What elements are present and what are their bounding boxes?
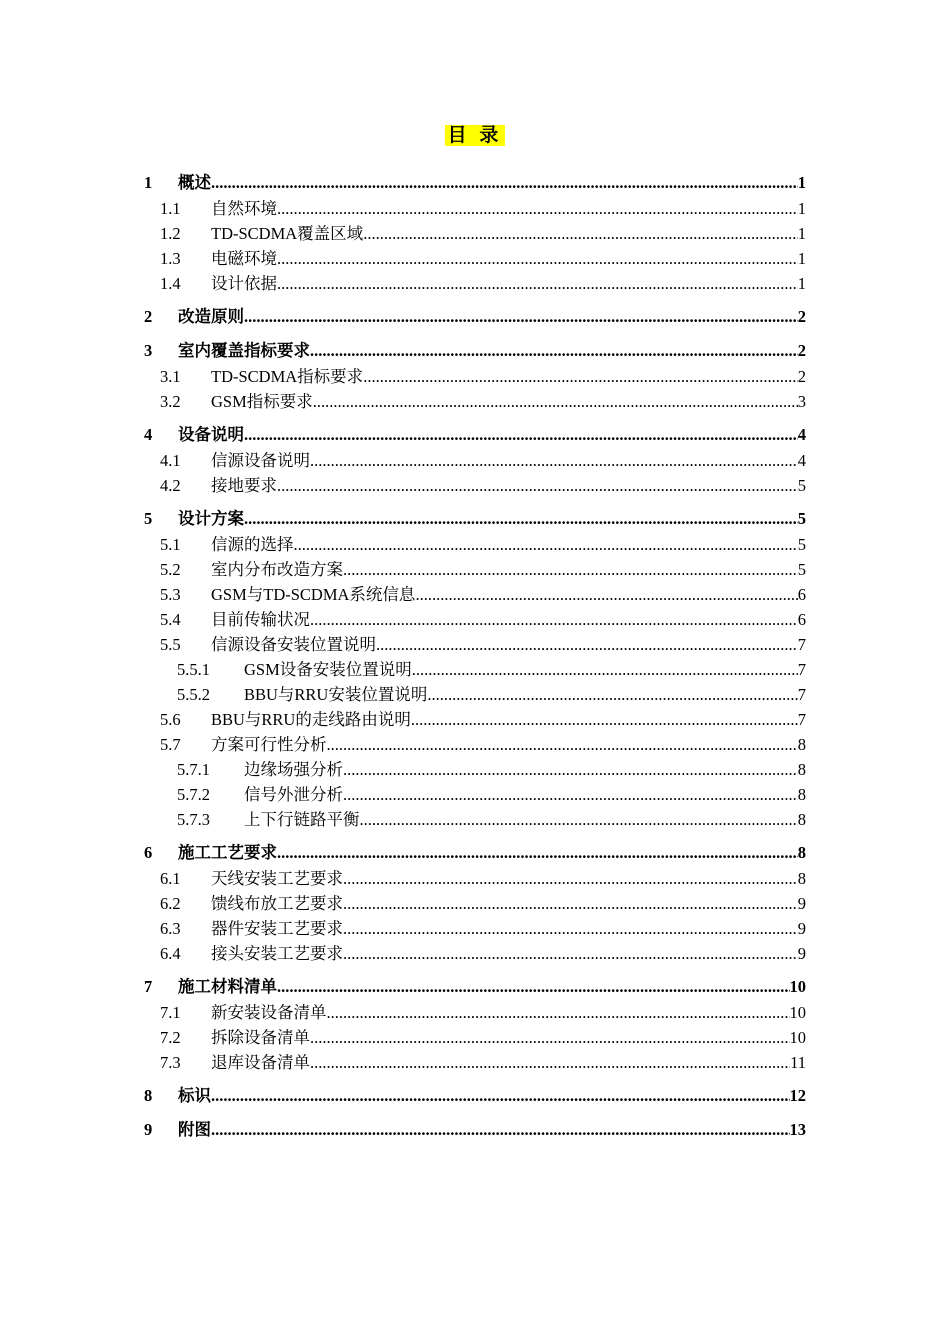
toc-entry-label: 退库设备清单: [211, 1053, 310, 1072]
toc-entry-level-1[interactable]: [144, 170, 806, 196]
toc-entry-level-1[interactable]: [144, 974, 806, 1000]
toc-entry-label: GSM设备安装位置说明: [244, 660, 412, 679]
toc-entry-page: 13: [789, 1120, 806, 1139]
toc-entry-level-2[interactable]: [144, 271, 806, 296]
toc-leader-dots: [244, 506, 798, 532]
toc-leader-dots: [277, 271, 798, 296]
toc-leader-dots: [310, 338, 798, 364]
toc-entry-label: 附图: [178, 1120, 211, 1139]
toc-entry-label: 边缘场强分析: [244, 760, 343, 779]
toc-entry-number: 6: [144, 843, 153, 862]
toc-leader-dots: [343, 757, 798, 782]
toc-leader-dots: [244, 304, 798, 330]
toc-entry-label: 施工工艺要求: [178, 843, 277, 862]
toc-entry-level-2[interactable]: [144, 196, 806, 221]
toc-entry-number: 5: [144, 509, 153, 528]
toc-entry-page: 5: [797, 509, 806, 528]
toc-leader-dots: [412, 657, 798, 682]
toc-entry-label: 目前传输状况: [211, 610, 310, 629]
toc-leader-dots: [343, 557, 798, 582]
toc-entry-label: 接地要求: [211, 476, 277, 495]
toc-leader-dots: [277, 473, 798, 498]
toc-entry-number: 5.7: [160, 735, 181, 754]
toc-leader-dots: [294, 532, 798, 557]
toc-title-text: 目 录: [445, 125, 506, 146]
toc-entry-level-2[interactable]: [144, 707, 806, 732]
toc-entry-number: 5.4: [160, 610, 181, 629]
toc-entry-page: 6: [797, 610, 806, 629]
toc-entry-level-2[interactable]: [144, 532, 806, 557]
toc-entry-page: 7: [797, 635, 806, 654]
toc-entry-label: 上下行链路平衡: [244, 810, 360, 829]
toc-entry-label: 设计依据: [211, 274, 277, 293]
toc-leader-dots: [343, 782, 798, 807]
toc-entry-label: BBU与RRU安装位置说明: [244, 685, 428, 704]
toc-entry-level-2[interactable]: [144, 941, 806, 966]
toc-entry-label: 室内覆盖指标要求: [178, 341, 310, 360]
toc-leader-dots: [363, 364, 798, 389]
toc-entry-page: 7: [797, 685, 806, 704]
toc-entry-label: BBU与RRU的走线路由说明: [211, 710, 411, 729]
toc-entry-number: 5.5.1: [177, 660, 210, 679]
toc-entry-level-2[interactable]: [144, 557, 806, 582]
toc-entry-number: 7.3: [160, 1053, 181, 1072]
toc-entry-page: 2: [797, 307, 806, 326]
toc-entry-level-1[interactable]: [144, 422, 806, 448]
toc-entry-number: 1.4: [160, 274, 181, 293]
toc-entry-number: 4.1: [160, 451, 181, 470]
toc-leader-dots: [310, 448, 798, 473]
toc-leader-dots: [313, 389, 798, 414]
toc-leader-dots: [427, 682, 797, 707]
toc-leader-dots: [277, 840, 798, 866]
toc-leader-dots: [211, 1083, 790, 1109]
toc-entry-number: 9: [144, 1120, 153, 1139]
toc-entry-level-2[interactable]: [144, 732, 806, 757]
toc-leader-dots: [211, 1117, 790, 1143]
toc-entry-level-2[interactable]: [144, 389, 806, 414]
toc-entry-level-2[interactable]: [144, 891, 806, 916]
toc-entry-page: 2: [797, 341, 806, 360]
toc-entry-number: 5.7.1: [177, 760, 210, 779]
toc-entry-page: 11: [790, 1053, 806, 1072]
toc-entry-page: 7: [797, 710, 806, 729]
toc-entry-label: 设备说明: [178, 425, 244, 444]
toc-entry-label: 方案可行性分析: [211, 735, 327, 754]
toc-leader-dots: [343, 866, 798, 891]
toc-entry-page: 12: [789, 1086, 806, 1105]
toc-leader-dots: [343, 916, 798, 941]
toc-entry-page: 4: [797, 451, 806, 470]
toc-entry-level-2[interactable]: [144, 916, 806, 941]
toc-entry-number: 7.2: [160, 1028, 181, 1047]
toc-entry-number: 5.5: [160, 635, 181, 654]
toc-entry-level-2[interactable]: [144, 866, 806, 891]
toc-entry-number: 4.2: [160, 476, 181, 495]
toc-entry-label: GSM与TD-SCDMA系统信息: [211, 585, 416, 604]
toc-entry-page: 5: [797, 476, 806, 495]
toc-entry-level-1[interactable]: [144, 1083, 806, 1109]
toc-entry-level-2[interactable]: [144, 607, 806, 632]
toc-entry-page: 9: [797, 894, 806, 913]
toc-entry-page: 1: [797, 249, 806, 268]
toc-entry-number: 3.1: [160, 367, 181, 386]
toc-entry-page: 8: [797, 785, 806, 804]
toc-entry-page: 10: [789, 977, 806, 996]
toc-entry-page: 1: [797, 173, 806, 192]
toc-entry-number: 2: [144, 307, 153, 326]
toc-entry-page: 9: [797, 919, 806, 938]
toc-entry-label: 施工材料清单: [178, 977, 277, 996]
toc-entry-level-1[interactable]: [144, 506, 806, 532]
toc-leader-dots: [343, 941, 798, 966]
toc-leader-dots: [310, 607, 798, 632]
toc-leader-dots: [244, 422, 798, 448]
toc-leader-dots: [310, 1050, 790, 1075]
toc-entry-level-2[interactable]: [144, 582, 806, 607]
toc-leader-dots: [360, 807, 798, 832]
toc-entry-level-2[interactable]: [144, 1025, 806, 1050]
toc-leader-dots: [327, 1000, 790, 1025]
toc-entry-label: 概述: [178, 173, 211, 192]
toc-leader-dots: [277, 196, 798, 221]
toc-leader-dots: [411, 707, 798, 732]
toc-entry-number: 7: [144, 977, 153, 996]
toc-entry-label: 新安装设备清单: [211, 1003, 327, 1022]
toc-entry-page: 8: [797, 810, 806, 829]
toc-entry-label: 馈线布放工艺要求: [211, 894, 343, 913]
toc-entry-label: 电磁环境: [211, 249, 277, 268]
toc-entry-label: 信源的选择: [211, 535, 294, 554]
toc-entry-label: 自然环境: [211, 199, 277, 218]
toc-entry-page: 6: [797, 585, 806, 604]
toc-entry-label: TD-SCDMA覆盖区域: [211, 224, 364, 243]
toc-entry-page: 10: [789, 1003, 806, 1022]
toc-entry-label: 接头安装工艺要求: [211, 944, 343, 963]
toc-entry-level-1[interactable]: [144, 338, 806, 364]
toc-entry-label: 天线安装工艺要求: [211, 869, 343, 888]
toc-entry-level-2[interactable]: [144, 364, 806, 389]
toc-entry-label: 设计方案: [178, 509, 244, 528]
toc-entry-label: 信源设备说明: [211, 451, 310, 470]
toc-entry-level-3[interactable]: [144, 782, 806, 807]
toc-entry-number: 8: [144, 1086, 153, 1105]
toc-entry-number: 1.3: [160, 249, 181, 268]
toc-leader-dots: [310, 1025, 790, 1050]
toc-entry-level-1[interactable]: [144, 1117, 806, 1143]
toc-leader-dots: [376, 632, 798, 657]
toc-entry-level-1[interactable]: [144, 304, 806, 330]
toc-entry-label: 信号外泄分析: [244, 785, 343, 804]
toc-entry-label: TD-SCDMA指标要求: [211, 367, 364, 386]
toc-entry-level-3[interactable]: [144, 807, 806, 832]
toc-entry-number: 1.1: [160, 199, 181, 218]
toc-entry-page: 10: [789, 1028, 806, 1047]
toc-entry-number: 5.2: [160, 560, 181, 579]
toc-entry-number: 5.3: [160, 585, 181, 604]
toc-entry-number: 5.7.3: [177, 810, 210, 829]
toc-entry-level-2[interactable]: [144, 221, 806, 246]
toc-entry-page: 1: [797, 274, 806, 293]
toc-entry-number: 7.1: [160, 1003, 181, 1022]
toc-entry-page: 5: [797, 535, 806, 554]
toc-leader-dots: [343, 891, 798, 916]
toc-entry-page: 8: [797, 869, 806, 888]
toc-entry-number: 6.2: [160, 894, 181, 913]
toc-entry-page: 2: [797, 367, 806, 386]
toc-entry-number: 6.4: [160, 944, 181, 963]
toc-entry-number: 6.1: [160, 869, 181, 888]
toc-entry-level-2[interactable]: [144, 448, 806, 473]
toc-entry-page: 4: [797, 425, 806, 444]
toc-leader-dots: [415, 582, 797, 607]
toc-entry-number: 5.7.2: [177, 785, 210, 804]
toc-entry-label: 改造原则: [178, 307, 244, 326]
toc-entry-page: 8: [797, 843, 806, 862]
toc-entry-number: 5.5.2: [177, 685, 210, 704]
toc-entry-number: 5.1: [160, 535, 181, 554]
toc-leader-dots: [277, 974, 790, 1000]
toc-entry-page: 7: [797, 660, 806, 679]
toc-entry-label: GSM指标要求: [211, 392, 313, 411]
toc-entry-page: 8: [797, 760, 806, 779]
toc-entry-number: 3: [144, 341, 153, 360]
toc-entry-level-3[interactable]: [144, 757, 806, 782]
toc-entry-label: 拆除设备清单: [211, 1028, 310, 1047]
toc-entry-label: 器件安装工艺要求: [211, 919, 343, 938]
toc-entry-number: 1: [144, 173, 153, 192]
toc-entry-number: 3.2: [160, 392, 181, 411]
toc-entry-page: 1: [797, 199, 806, 218]
toc-entry-number: 4: [144, 425, 153, 444]
toc-entry-level-2[interactable]: [144, 246, 806, 271]
toc-entry-page: 9: [797, 944, 806, 963]
toc-entry-page: 5: [797, 560, 806, 579]
toc-entry-number: 6.3: [160, 919, 181, 938]
toc-entry-page: 8: [797, 735, 806, 754]
toc-entry-level-3[interactable]: [144, 657, 806, 682]
toc-entry-page: 3: [797, 392, 806, 411]
toc-leader-dots: [363, 221, 798, 246]
toc-entry-level-1[interactable]: [144, 840, 806, 866]
toc-entry-page: 1: [797, 224, 806, 243]
toc-entry-level-2[interactable]: [144, 473, 806, 498]
toc-leader-dots: [327, 732, 798, 757]
table-of-contents: [144, 170, 806, 1143]
toc-entry-level-2[interactable]: [144, 1050, 806, 1075]
toc-entry-label: 室内分布改造方案: [211, 560, 343, 579]
toc-title: [0, 123, 950, 149]
toc-entry-label: 信源设备安装位置说明: [211, 635, 376, 654]
toc-entry-level-2[interactable]: [144, 1000, 806, 1025]
toc-entry-number: 1.2: [160, 224, 181, 243]
toc-entry-label: 标识: [178, 1086, 211, 1105]
toc-leader-dots: [277, 246, 798, 271]
toc-entry-number: 5.6: [160, 710, 181, 729]
toc-leader-dots: [211, 170, 798, 196]
toc-entry-level-2[interactable]: [144, 632, 806, 657]
toc-entry-level-3[interactable]: [144, 682, 806, 707]
